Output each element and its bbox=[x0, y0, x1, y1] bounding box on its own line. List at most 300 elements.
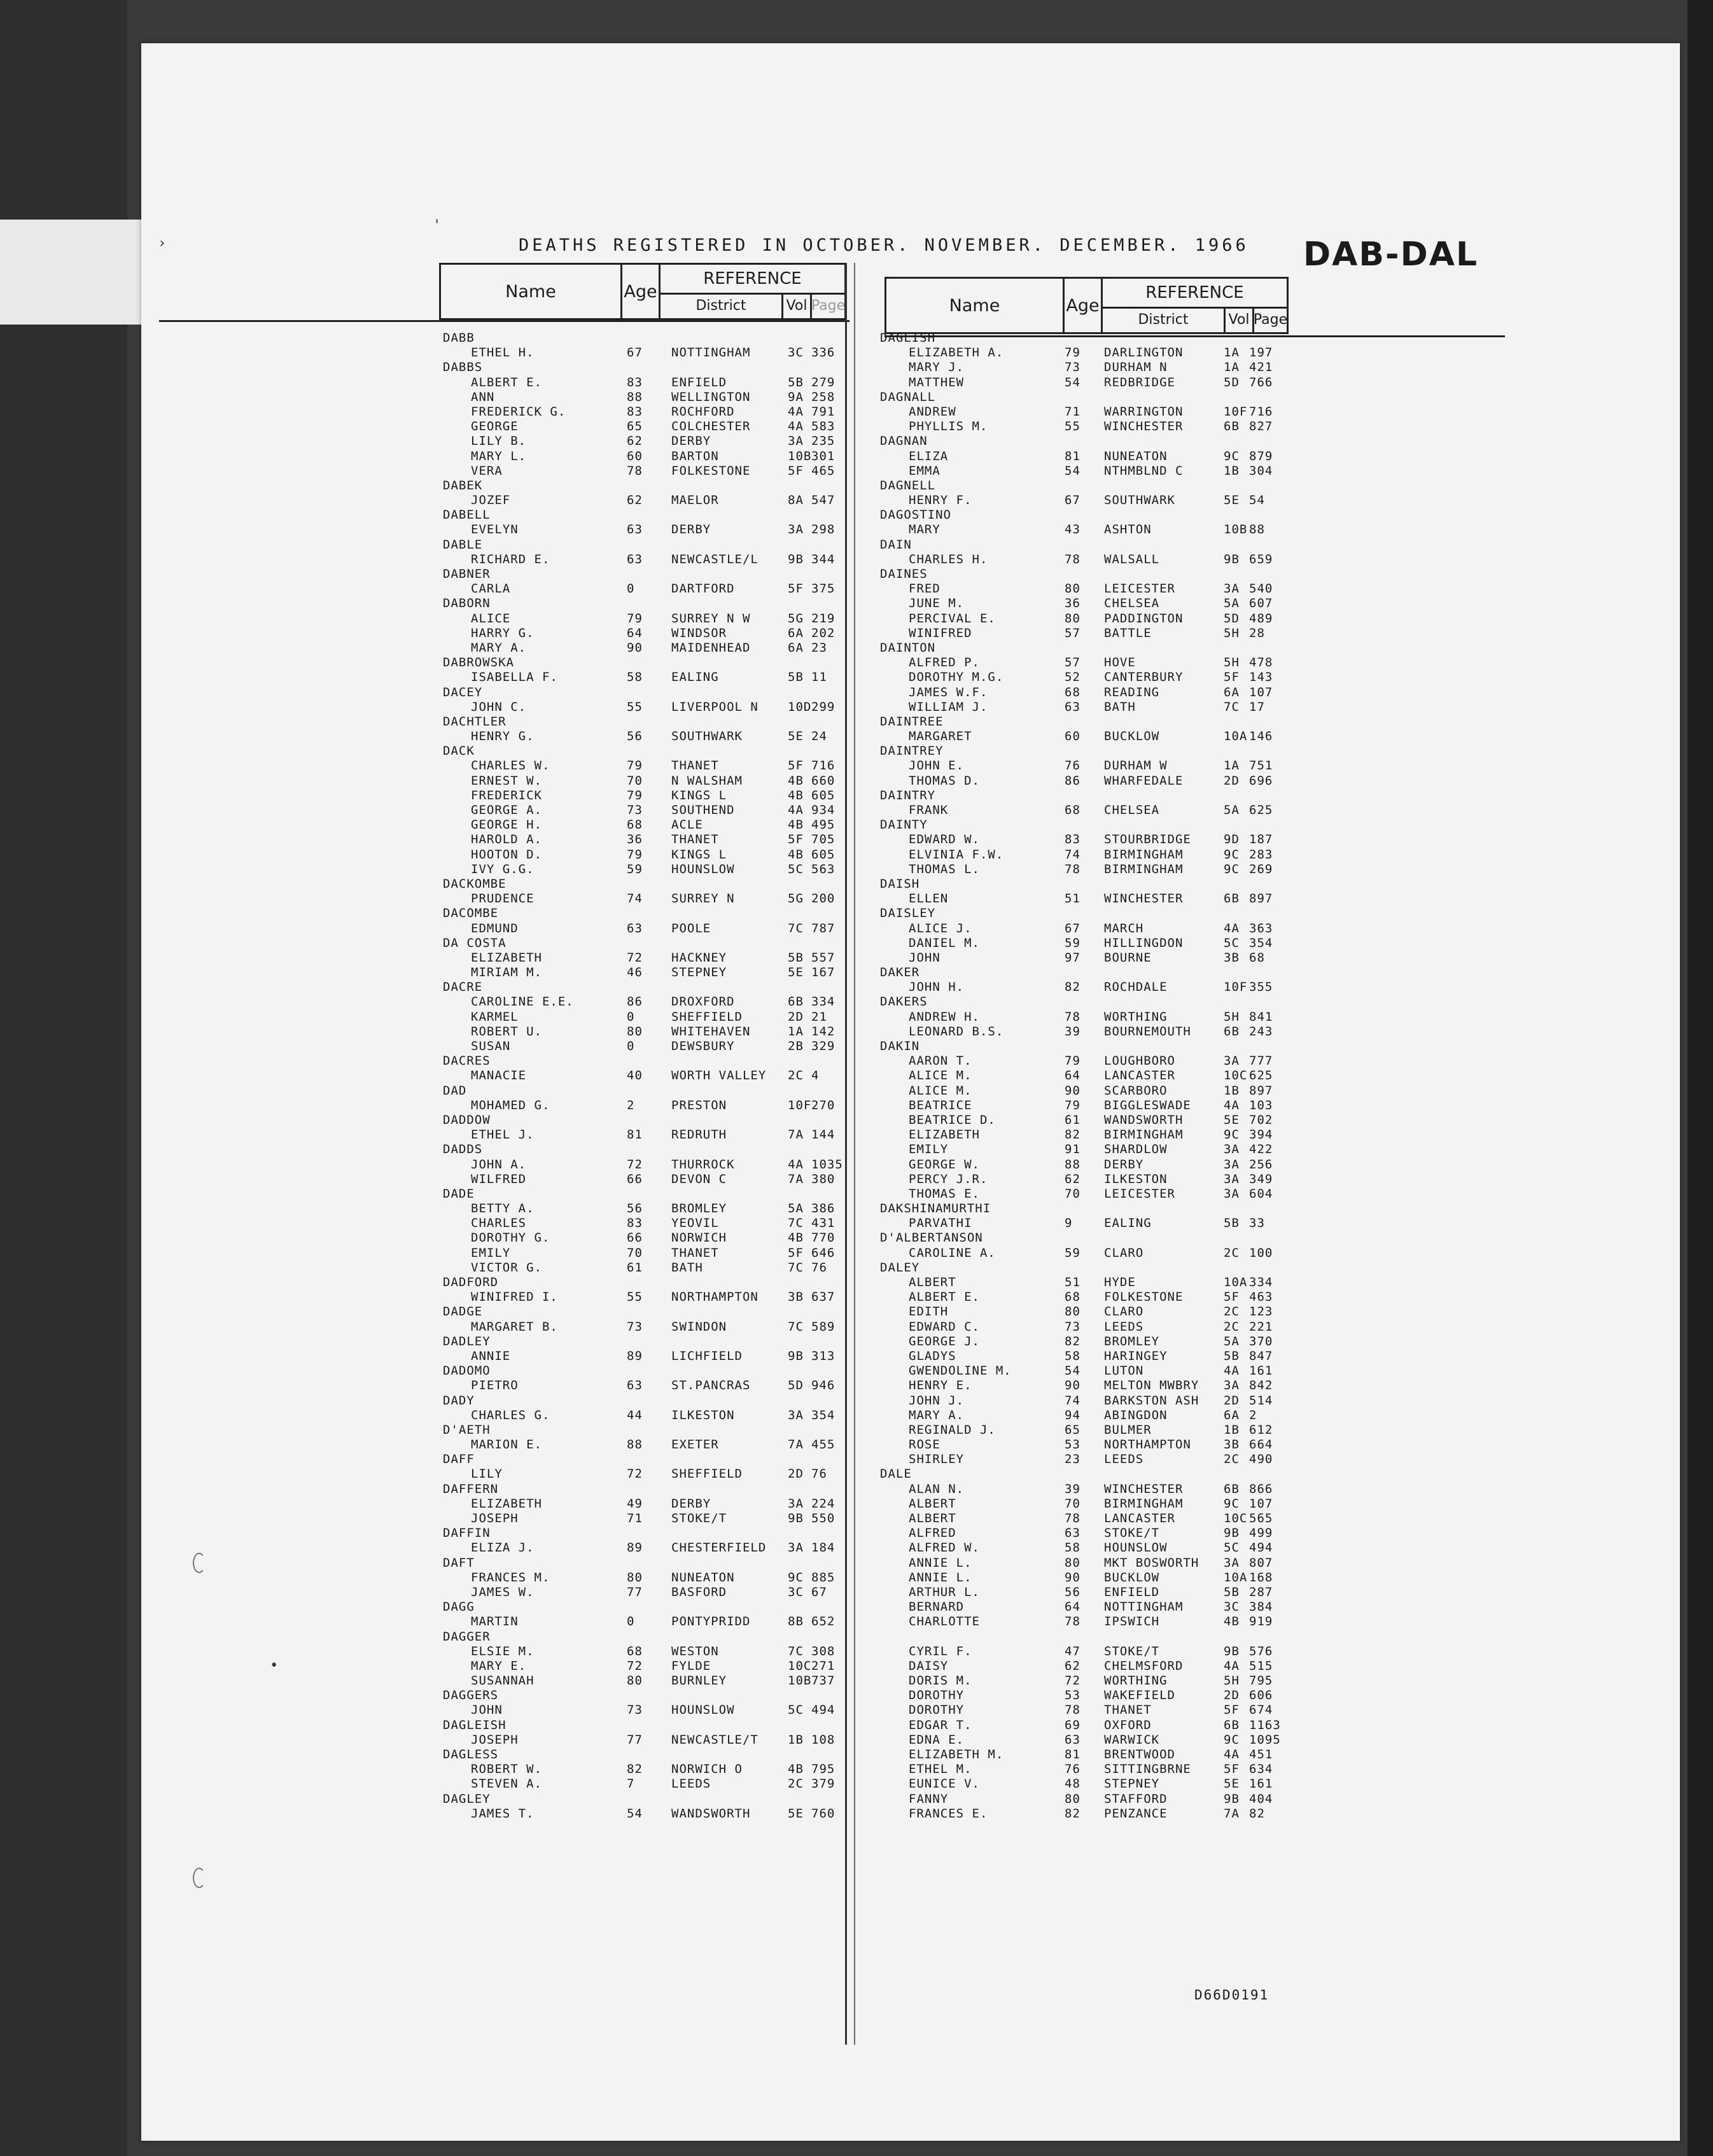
surname-heading bbox=[439, 360, 840, 375]
column-divider-inner bbox=[854, 263, 855, 2045]
death-entry bbox=[439, 848, 840, 862]
age: 54 bbox=[627, 1806, 643, 1821]
given-names: SHIRLEY bbox=[909, 1452, 965, 1467]
age: 81 bbox=[1065, 449, 1080, 463]
age: 62 bbox=[1065, 1172, 1080, 1186]
district: DARLINGTON bbox=[1104, 346, 1184, 360]
surname-heading bbox=[439, 906, 840, 921]
surname: DACEY bbox=[443, 685, 483, 699]
district: MAELOR bbox=[671, 493, 719, 508]
district: WALSALL bbox=[1104, 552, 1160, 566]
district: WANDSWORTH bbox=[671, 1806, 751, 1821]
given-names: PERCY J.R. bbox=[909, 1172, 988, 1186]
death-entry bbox=[880, 774, 1294, 788]
district: SURREY N W bbox=[671, 611, 751, 626]
volume: 5A bbox=[1224, 803, 1240, 817]
age: 82 bbox=[1065, 1806, 1080, 1821]
district: NEWCASTLE/T bbox=[671, 1732, 759, 1747]
given-names: PRUDENCE bbox=[471, 892, 535, 906]
district: THANET bbox=[1104, 1703, 1152, 1718]
age: 58 bbox=[1065, 1348, 1080, 1363]
page-number: 269 bbox=[1249, 862, 1273, 876]
given-names: JOHN bbox=[909, 950, 940, 965]
scan-speck: › bbox=[158, 235, 167, 251]
age: 61 bbox=[627, 1260, 643, 1275]
death-entry bbox=[880, 980, 1294, 995]
page-number: 334 bbox=[811, 995, 836, 1009]
surname: DAIN bbox=[880, 537, 912, 552]
death-entry bbox=[439, 405, 840, 419]
age: 79 bbox=[627, 759, 643, 773]
given-names: MARGARET bbox=[909, 729, 972, 744]
given-names: ELVINIA F.W. bbox=[909, 847, 1004, 862]
death-entry bbox=[439, 1201, 840, 1216]
death-entry bbox=[439, 1039, 840, 1054]
column-header-right bbox=[884, 277, 1289, 334]
surname: DABLE bbox=[443, 537, 483, 552]
district: NORTHAMPTON bbox=[671, 1290, 759, 1305]
district: ENFIELD bbox=[1104, 1585, 1160, 1599]
district: BROMLEY bbox=[1104, 1334, 1160, 1348]
district: NORWICH bbox=[671, 1231, 727, 1245]
page-number: 76 bbox=[811, 1260, 827, 1275]
surname: DABORN bbox=[443, 596, 491, 611]
district: THANET bbox=[671, 832, 719, 847]
page-number: 2 bbox=[1249, 1408, 1257, 1422]
page-number: 637 bbox=[811, 1290, 836, 1305]
death-entry bbox=[439, 1378, 840, 1393]
volume: 3C bbox=[1224, 1600, 1240, 1614]
given-names: WINIFRED I. bbox=[471, 1290, 558, 1305]
given-names: GWENDOLINE M. bbox=[909, 1364, 1012, 1378]
surname: DAFFERN bbox=[443, 1481, 499, 1496]
death-entry bbox=[439, 1614, 840, 1629]
surname: DACRE bbox=[443, 980, 483, 995]
death-entry bbox=[880, 552, 1294, 567]
surname-heading bbox=[880, 715, 1294, 729]
district: STEPNEY bbox=[1104, 1777, 1160, 1791]
given-names: EMILY bbox=[471, 1245, 511, 1260]
district: WINCHESTER bbox=[1104, 1481, 1184, 1496]
surname-heading bbox=[439, 744, 840, 759]
surname-heading bbox=[439, 1688, 840, 1703]
death-entry bbox=[880, 582, 1294, 596]
age: 0 bbox=[627, 582, 635, 596]
volume: 5F bbox=[1224, 1762, 1240, 1777]
district: LEICESTER bbox=[1104, 582, 1175, 596]
volume: 3A bbox=[1224, 1157, 1240, 1172]
volume: 3A bbox=[1224, 1378, 1240, 1393]
death-entry bbox=[880, 1187, 1294, 1201]
district: MARCH bbox=[1104, 921, 1144, 935]
given-names: JUNE M. bbox=[909, 596, 965, 611]
volume: 9C bbox=[1224, 1496, 1240, 1511]
volume: 9C bbox=[788, 1570, 804, 1585]
page-number: 197 bbox=[1249, 346, 1273, 360]
district: CHESTERFIELD bbox=[671, 1541, 767, 1555]
given-names: MOHAMED G. bbox=[471, 1098, 550, 1112]
age: 74 bbox=[627, 892, 643, 906]
surname-heading bbox=[439, 1556, 840, 1571]
page-number: 187 bbox=[1249, 832, 1273, 847]
page-number: 271 bbox=[811, 1658, 836, 1673]
page-number: 384 bbox=[1249, 1600, 1273, 1614]
age: 81 bbox=[627, 1128, 643, 1142]
death-entry bbox=[880, 375, 1294, 390]
volume: 3B bbox=[788, 1290, 804, 1305]
given-names: ELIZABETH bbox=[909, 1128, 980, 1142]
death-entry bbox=[880, 1792, 1294, 1807]
page-number: 298 bbox=[811, 522, 836, 537]
entries-right bbox=[880, 331, 1294, 1821]
page-number: 76 bbox=[811, 1467, 827, 1481]
page-number: 674 bbox=[1249, 1703, 1273, 1718]
surname-heading bbox=[880, 788, 1294, 803]
volume: 10D bbox=[788, 699, 812, 714]
page-number: 123 bbox=[1249, 1305, 1273, 1319]
volume: 4A bbox=[1224, 921, 1240, 935]
death-entry bbox=[880, 1098, 1294, 1113]
given-names: ALFRED P. bbox=[909, 655, 980, 670]
header-vol: Vol bbox=[1226, 307, 1254, 332]
header-underline-left bbox=[159, 320, 850, 322]
given-names: VERA bbox=[471, 463, 503, 478]
page-number: 465 bbox=[811, 463, 836, 478]
volume: 6B bbox=[1224, 419, 1240, 434]
volume: 5C bbox=[1224, 1541, 1240, 1555]
district: BUCKLOW bbox=[1104, 1570, 1160, 1585]
volume: 7A bbox=[788, 1128, 804, 1142]
volume: 5C bbox=[788, 1703, 804, 1718]
given-names: BEATRICE D. bbox=[909, 1112, 996, 1127]
surname-heading bbox=[880, 877, 1294, 892]
surname-heading bbox=[439, 538, 840, 552]
death-entry bbox=[880, 1703, 1294, 1718]
volume: 10B bbox=[788, 449, 812, 463]
district: PENZANCE bbox=[1104, 1806, 1168, 1821]
death-entry bbox=[439, 1777, 840, 1791]
death-entry bbox=[880, 1497, 1294, 1511]
age: 62 bbox=[627, 493, 643, 508]
given-names: DOROTHY M.G. bbox=[909, 670, 1004, 685]
given-names: VICTOR G. bbox=[471, 1260, 542, 1275]
given-names: ELIZA bbox=[909, 449, 949, 463]
district: BATTLE bbox=[1104, 626, 1152, 640]
volume: 9C bbox=[1224, 1732, 1240, 1747]
death-entry bbox=[880, 1600, 1294, 1614]
district: ACLE bbox=[671, 818, 703, 832]
surname-heading bbox=[439, 1142, 840, 1157]
death-entry bbox=[880, 405, 1294, 419]
volume: 3A bbox=[788, 434, 804, 449]
volume: 10C bbox=[1224, 1511, 1248, 1525]
volume: 5F bbox=[788, 759, 804, 773]
age: 23 bbox=[1065, 1452, 1080, 1467]
given-names: CHARLES W. bbox=[471, 759, 550, 773]
age: 90 bbox=[1065, 1378, 1080, 1393]
age: 52 bbox=[1065, 670, 1080, 685]
volume: 5C bbox=[788, 862, 804, 876]
given-names: EMMA bbox=[909, 463, 940, 478]
page-number: 563 bbox=[811, 862, 836, 876]
death-entry bbox=[880, 862, 1294, 877]
volume: 3A bbox=[1224, 1555, 1240, 1570]
district: CHELSEA bbox=[1104, 596, 1160, 611]
surname: DALEY bbox=[880, 1260, 920, 1275]
volume: 3A bbox=[788, 1496, 804, 1511]
age: 63 bbox=[1065, 1526, 1080, 1541]
page-number: 489 bbox=[1249, 611, 1273, 626]
page-number: 23 bbox=[811, 640, 827, 655]
district: LANCASTER bbox=[1104, 1068, 1175, 1083]
given-names: CAROLINE A. bbox=[909, 1245, 996, 1260]
death-entry bbox=[880, 1128, 1294, 1142]
district: STOKE/T bbox=[671, 1511, 727, 1525]
death-entry bbox=[439, 965, 840, 980]
volume: 5C bbox=[1224, 935, 1240, 950]
age: 68 bbox=[627, 818, 643, 832]
district: LEEDS bbox=[671, 1777, 711, 1791]
district: SITTINGBRNE bbox=[1104, 1762, 1191, 1777]
page-number: 404 bbox=[1249, 1791, 1273, 1806]
surname-heading bbox=[439, 1305, 840, 1319]
surname: DADDS bbox=[443, 1142, 483, 1157]
given-names: HENRY F. bbox=[909, 493, 972, 508]
header-reference-title: REFERENCE bbox=[1103, 279, 1287, 309]
death-entry bbox=[439, 1807, 840, 1821]
age: 73 bbox=[627, 803, 643, 817]
surname-heading bbox=[880, 1630, 1294, 1644]
page-number: 28 bbox=[1249, 626, 1265, 640]
death-entry bbox=[880, 1777, 1294, 1791]
death-entry bbox=[439, 1216, 840, 1231]
page-number: 67 bbox=[811, 1585, 827, 1599]
page-number: 696 bbox=[1249, 773, 1273, 788]
district: SHEFFIELD bbox=[671, 1009, 743, 1024]
death-entry bbox=[439, 921, 840, 936]
district: WHITEHAVEN bbox=[671, 1024, 751, 1039]
age: 81 bbox=[1065, 1747, 1080, 1761]
volume: 2C bbox=[788, 1777, 804, 1791]
given-names: GEORGE W. bbox=[909, 1157, 980, 1172]
page-number: 256 bbox=[1249, 1157, 1273, 1172]
death-entry bbox=[880, 759, 1294, 773]
volume: 2B bbox=[788, 1039, 804, 1053]
death-entry bbox=[439, 729, 840, 744]
district: DERBY bbox=[1104, 1157, 1144, 1172]
volume: 6B bbox=[1224, 892, 1240, 906]
given-names: PHYLLIS M. bbox=[909, 419, 988, 434]
given-names: JAMES W. bbox=[471, 1585, 535, 1599]
page-number: 795 bbox=[811, 1762, 836, 1777]
age: 79 bbox=[627, 788, 643, 802]
age: 79 bbox=[627, 611, 643, 626]
given-names: BEATRICE bbox=[909, 1098, 972, 1112]
district: HOUNSLOW bbox=[671, 1703, 735, 1718]
death-entry bbox=[439, 552, 840, 567]
age: 73 bbox=[1065, 360, 1080, 375]
volume: 9C bbox=[1224, 862, 1240, 876]
surname-heading bbox=[439, 1113, 840, 1128]
district: KINGS L bbox=[671, 847, 727, 862]
given-names: WINIFRED bbox=[909, 626, 972, 640]
given-names: DOROTHY bbox=[909, 1703, 965, 1718]
volume: 5F bbox=[788, 463, 804, 478]
age: 60 bbox=[1065, 729, 1080, 744]
surname-heading bbox=[880, 744, 1294, 759]
given-names: ALICE bbox=[471, 611, 511, 626]
district: SOUTHWARK bbox=[671, 729, 743, 744]
death-entry bbox=[880, 596, 1294, 611]
given-names: EDMUND bbox=[471, 921, 519, 935]
death-entry bbox=[880, 1718, 1294, 1733]
volume: 5B bbox=[1224, 1585, 1240, 1599]
surname: DADOMO bbox=[443, 1364, 491, 1378]
age: 63 bbox=[627, 1378, 643, 1393]
page-number: 547 bbox=[811, 493, 836, 508]
district: DERBY bbox=[671, 1496, 711, 1511]
given-names: EVELYN bbox=[471, 522, 519, 537]
surname-heading bbox=[880, 1231, 1294, 1245]
death-entry bbox=[880, 936, 1294, 951]
death-entry bbox=[439, 670, 840, 685]
age: 63 bbox=[1065, 699, 1080, 714]
page-number: 946 bbox=[811, 1378, 836, 1393]
volume: 3A bbox=[1224, 582, 1240, 596]
page-number: 791 bbox=[811, 404, 836, 419]
age: 97 bbox=[1065, 950, 1080, 965]
surname: DADDOW bbox=[443, 1112, 491, 1127]
death-entry bbox=[880, 1585, 1294, 1600]
death-entry bbox=[880, 670, 1294, 685]
surname-heading bbox=[439, 479, 840, 493]
page-number: 612 bbox=[1249, 1422, 1273, 1437]
surname: DAINES bbox=[880, 567, 928, 581]
surname-heading bbox=[439, 1630, 840, 1644]
page-number: 82 bbox=[1249, 1806, 1265, 1821]
district: REDBRIDGE bbox=[1104, 375, 1175, 389]
death-entry bbox=[880, 951, 1294, 965]
page-number: 422 bbox=[1249, 1142, 1273, 1157]
page-number: 565 bbox=[1249, 1511, 1273, 1525]
surname: DABELL bbox=[443, 508, 491, 522]
volume: 9C bbox=[1224, 449, 1240, 463]
surname: DADFORD bbox=[443, 1275, 499, 1289]
death-entry bbox=[880, 1526, 1294, 1541]
given-names: ALBERT bbox=[909, 1511, 956, 1525]
death-entry bbox=[880, 1482, 1294, 1497]
volume: 4A bbox=[788, 803, 804, 817]
age: 63 bbox=[1065, 1732, 1080, 1747]
age: 48 bbox=[1065, 1777, 1080, 1791]
age: 76 bbox=[1065, 759, 1080, 773]
surname: DAGOSTINO bbox=[880, 508, 951, 522]
volume: 5E bbox=[1224, 1112, 1240, 1127]
district: STEPNEY bbox=[671, 965, 727, 980]
page-number: 354 bbox=[1249, 935, 1273, 950]
page-number: 795 bbox=[1249, 1674, 1273, 1688]
death-entry bbox=[880, 1452, 1294, 1467]
volume: 9A bbox=[788, 389, 804, 404]
death-entry bbox=[439, 626, 840, 641]
district: STOKE/T bbox=[1104, 1526, 1160, 1541]
volume: 4A bbox=[788, 404, 804, 419]
surname: DAGNELL bbox=[880, 478, 936, 493]
death-entry bbox=[880, 848, 1294, 862]
given-names: ANN bbox=[471, 389, 495, 404]
page-number: 313 bbox=[811, 1348, 836, 1363]
death-entry bbox=[880, 449, 1294, 464]
given-names: GEORGE bbox=[471, 419, 519, 434]
volume: 9B bbox=[1224, 1526, 1240, 1541]
district: BOURNEMOUTH bbox=[1104, 1024, 1191, 1039]
age: 54 bbox=[1065, 463, 1080, 478]
volume: 6A bbox=[788, 626, 804, 640]
death-entry bbox=[439, 1467, 840, 1481]
death-entry bbox=[880, 1305, 1294, 1319]
district: YEOVIL bbox=[671, 1216, 719, 1231]
surname-heading bbox=[880, 331, 1294, 346]
header-vol: Vol bbox=[783, 293, 812, 318]
age: 56 bbox=[627, 1201, 643, 1216]
age: 44 bbox=[627, 1408, 643, 1422]
given-names: FRED bbox=[909, 582, 940, 596]
volume: 6B bbox=[1224, 1481, 1240, 1496]
given-names: ELIZABETH M. bbox=[909, 1747, 1004, 1761]
volume: 4A bbox=[1224, 1747, 1240, 1761]
page-number: 841 bbox=[1249, 1009, 1273, 1024]
surname-range: DAB-DAL bbox=[1303, 235, 1479, 274]
age: 80 bbox=[1065, 1555, 1080, 1570]
district: STOKE/T bbox=[1104, 1644, 1160, 1658]
page-number: 625 bbox=[1249, 803, 1273, 817]
death-entry bbox=[880, 729, 1294, 744]
page-number: 354 bbox=[811, 1408, 836, 1422]
volume: 5D bbox=[1224, 611, 1240, 626]
page-number: 919 bbox=[1249, 1614, 1273, 1629]
given-names: JOHN C. bbox=[471, 699, 527, 714]
volume: 10A bbox=[1224, 729, 1248, 744]
surname: DAINTRY bbox=[880, 788, 936, 802]
surname: DAKERS bbox=[880, 995, 928, 1009]
death-entry bbox=[880, 700, 1294, 715]
death-entry bbox=[439, 1408, 840, 1423]
age: 0 bbox=[627, 1039, 635, 1053]
death-entry bbox=[880, 1688, 1294, 1703]
district: CHELSEA bbox=[1104, 803, 1160, 817]
page-number: 787 bbox=[811, 921, 836, 935]
age: 73 bbox=[1065, 1319, 1080, 1334]
age: 83 bbox=[627, 375, 643, 389]
page-number: 301 bbox=[811, 449, 836, 463]
district: NORTHAMPTON bbox=[1104, 1438, 1191, 1452]
page-number: 557 bbox=[811, 950, 836, 965]
age: 72 bbox=[627, 1157, 643, 1172]
age: 64 bbox=[1065, 1068, 1080, 1083]
death-entry bbox=[880, 1216, 1294, 1231]
age: 68 bbox=[627, 1644, 643, 1658]
page-number: 221 bbox=[1249, 1319, 1273, 1334]
volume: 6A bbox=[1224, 1408, 1240, 1422]
volume: 5B bbox=[788, 950, 804, 965]
given-names: ARTHUR L. bbox=[909, 1585, 980, 1599]
given-names: EDNA E. bbox=[909, 1732, 965, 1747]
surname: DAINTY bbox=[880, 818, 928, 832]
age: 78 bbox=[1065, 1009, 1080, 1024]
volume: 10B bbox=[788, 1674, 812, 1688]
death-entry bbox=[439, 493, 840, 508]
given-names: DAISY bbox=[909, 1658, 949, 1673]
